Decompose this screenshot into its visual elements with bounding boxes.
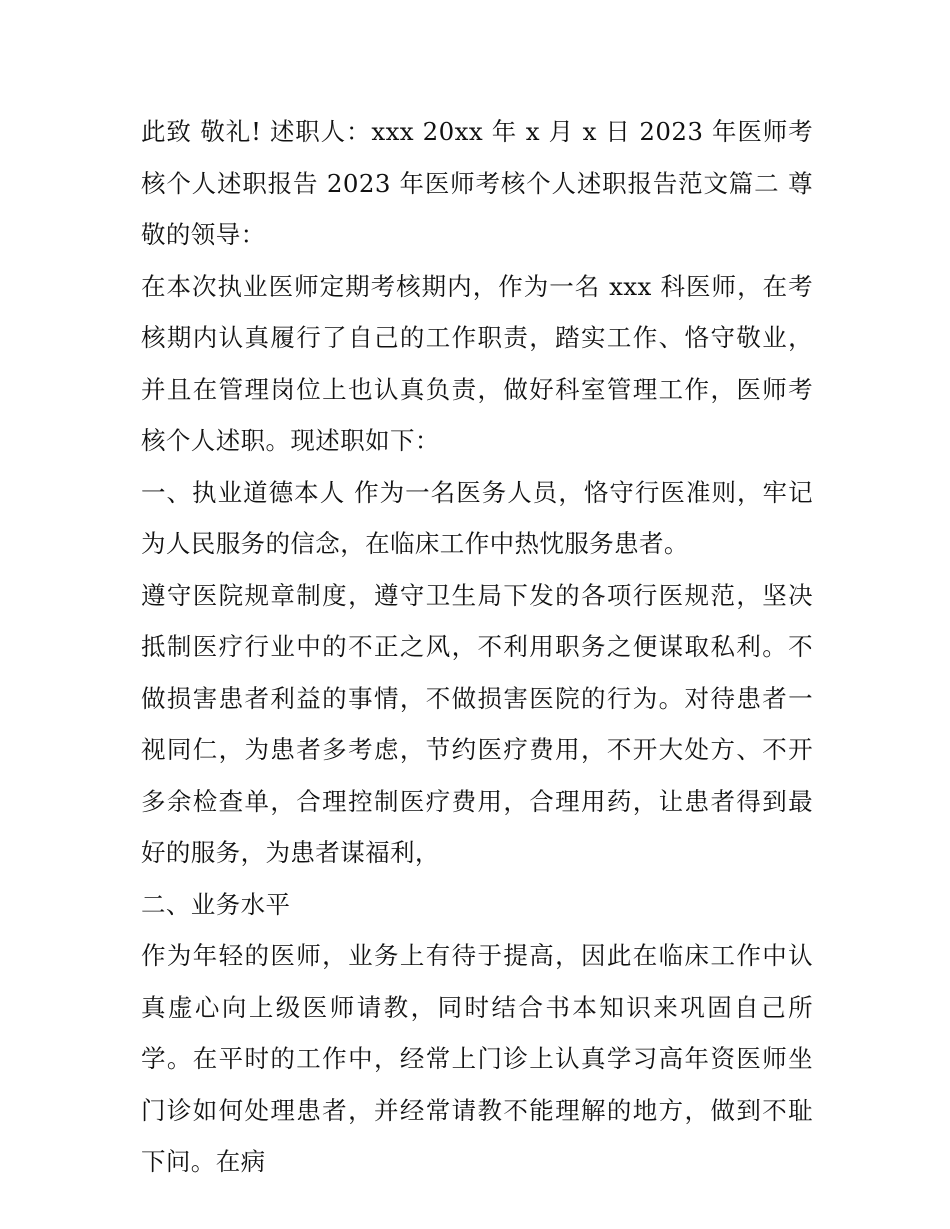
section-heading-business-level: 二、业务水平: [141, 889, 291, 919]
paragraph-closing-and-salutation: 此致 敬礼! 述职人：xxx 20xx 年 x 月 x 日 2023 年医师考核个人述职报告 2023 年医师考核个人述职报告范文篇二 尊敬的领导：: [141, 117, 813, 249]
paragraph-introduction: 在本次执业医师定期考核期内，作为一名 xxx 科医师，在考核期内认真履行了自己的工作职责，踏实工作、恪守敬业，并且在管理岗位上也认真负责，做好科室管理工作，医师考核个人述职。现述职如下：: [141, 271, 813, 455]
document-body: [141, 106, 813, 1188]
paragraph-professional-ethics: 一、执业道德本人 作为一名医务人员，恪守行医准则，牢记为人民服务的信念，在临床工作中热忱服务患者。: [141, 477, 813, 558]
paragraph-rules-compliance: 遵守医院规章制度，遵守卫生局下发的各项行医规范，坚决抵制医疗行业中的不正之风，不利用职务之便谋取私利。不做损害患者利益的事情，不做损害医院的行为。对待患者一视同仁，为患者多考虑，节约医疗费用，不开大处方、不开多余检查单，合理控制医疗费用，合理用药，让患者得到最好的服务，为患者谋福利，: [141, 580, 813, 867]
paragraph-business-level: 作为年轻的医师，业务上有待于提高，因此在临床工作中认真虚心向上级医师请教，同时结合书本知识来巩固自己所学。在平时的工作中，经常上门诊上认真学习高年资医师坐门诊如何处理患者，并经常请教不能理解的地方，做到不耻下问。在病: [141, 941, 813, 1176]
